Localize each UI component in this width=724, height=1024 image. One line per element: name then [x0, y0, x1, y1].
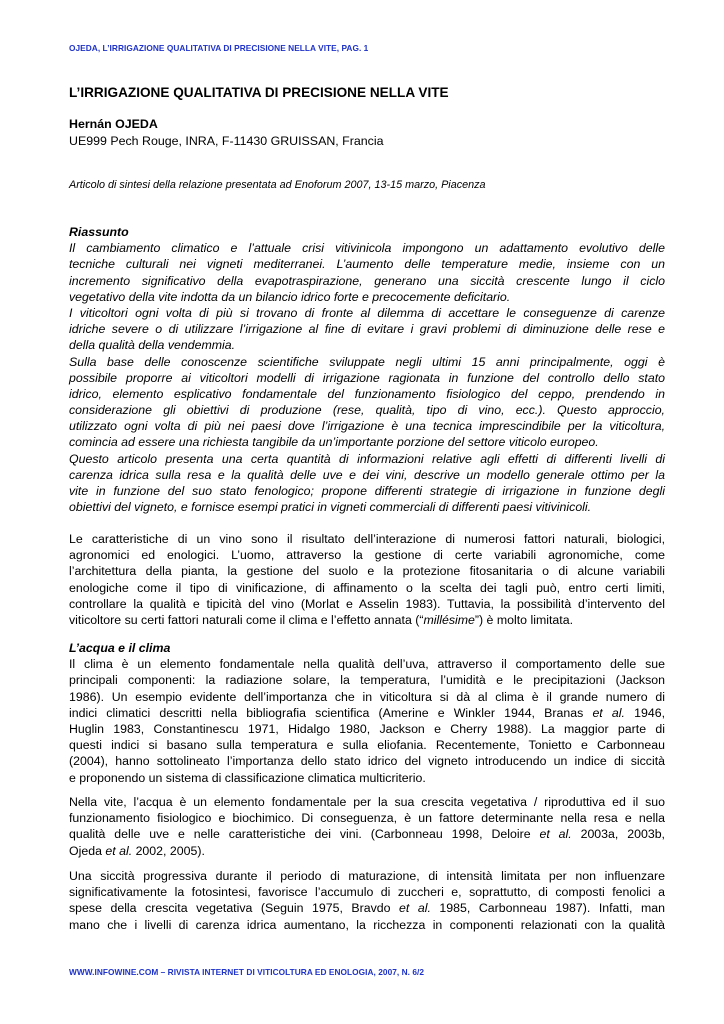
- abstract-line: incremento significativo della evapotraspirazione, generano una siccità crescente lungo il ciclo: [69, 273, 665, 288]
- abstract-line: vite in funzione del suo stato fenologico; propone differenti strategie di irrigazione in funzione degli: [69, 484, 665, 498]
- body-line: qualità delle uve e nelle caratteristiche dei vini. (Carbonneau 1998, Deloire et al. 2003a, 2003b,: [69, 827, 665, 842]
- abstract-line: tecniche culturali nei vigneti mediterranei. L’aumento delle temperature medie, insieme con un: [69, 257, 665, 272]
- abstract-line: Sulla base delle conoscenze scientifiche sviluppate negli ultimi 15 anni principalmente, oggi è: [69, 354, 665, 369]
- body-line: indici climatici descritti nella bibliografia scientifica (Amerine e Winkler 1944, Branas et al. 1946,: [69, 705, 665, 720]
- body-line: agronomici ed enologici. L’uomo, attraverso la gestione di certe variabili agronomiche, come: [69, 548, 665, 563]
- abstract-line: utilizzato ogni volta di più nei paesi dove l’irrigazione è una tecnica imprescindibile per la viticoltura,: [69, 419, 665, 434]
- running-header: OJEDA, L’IRRIGAZIONE QUALITATIVA DI PRECISIONE NELLA VITE, PAG. 1: [69, 43, 369, 53]
- body-line: Nella vite, l’acqua è un elemento fondamentale per la sua crescita vegetativa / riproduttiva ed il suo: [69, 795, 665, 809]
- body-line: enologiche come il tipo di vinificazione, di affinamento o la scelta dei tagli può, entro certi limiti,: [69, 580, 665, 595]
- section-water-climate: [69, 640, 665, 786]
- author-affiliation: UE999 Pech Rouge, INRA, F-11430 GRUISSAN, Francia: [69, 134, 384, 148]
- body-line: Una siccità progressiva durante il periodo di maturazione, di intensità limitata per non influenzare: [69, 869, 665, 883]
- abstract-line: idriche severe o di utilizzare l’irrigazione al fine di evitare i gravi problemi di diminuzione delle rese e: [69, 322, 665, 337]
- abstract-line: vegetativo della vite indotta da un bilancio idrico forte e precocemente deficitario.: [69, 289, 511, 304]
- abstract-line: I viticoltori ogni volta di più si trovano di fronte al dilemma di accettare le conseguenze di carenze: [69, 305, 665, 320]
- body-line: controllare la qualità e tipicità del vino (Morlat e Asselin 1983). Tuttavia, la possibilità d’intervento del: [69, 596, 665, 611]
- section-heading: L’acqua e il clima: [69, 641, 171, 655]
- running-footer: WWW.INFOWINE.COM – RIVISTA INTERNET DI VITICOLTURA ED ENOLOGIA, 2007, N. 6/2: [69, 967, 425, 977]
- body-line: principali componenti: la radiazione solare, la temperatura, l’umidità e le precipitazioni (Jackson: [69, 673, 665, 688]
- abstract-line: possibile proporre ai viticoltori modelli di irrigazione ragionata in funzione del controllo dello stato: [69, 370, 665, 385]
- paragraph-drought: [69, 868, 665, 933]
- author-name: Hernán OJEDA: [69, 117, 158, 131]
- body-line: questi indici si basano sulla temperatura e sulla eliofania. Recentemente, Tonietto e Carbonneau: [69, 738, 665, 753]
- body-line: Ojeda et al. 2002, 2005).: [69, 843, 205, 858]
- body-line: spese della crescita vegetativa (Seguin 1975, Bravdo et al. 1985, Carbonneau 1987). Infatti, man: [69, 901, 665, 916]
- abstract-section: [69, 224, 665, 515]
- abstract-line: idrico, elemento esplicativo fondamentale del funzionamento fisiologico del ceppo, prendendo in: [69, 386, 665, 401]
- abstract-line: carenza idrica sulla resa e la qualità delle uve e dei vini, descrive un modello generale ottimo per la: [69, 467, 665, 482]
- abstract-line: obiettivi del vigneto, e fornisce esempi pratici in vigneti commerciali di differenti paesi vitivinicoli.: [69, 500, 592, 515]
- body-line: e proponendo un sistema di classificazione climatica multicriterio.: [69, 770, 426, 785]
- body-line: significativamente la fotosintesi, favorisce l’accumulo di zuccheri e, soprattutto, di composti fenolici a: [69, 885, 665, 900]
- abstract-line: Il cambiamento climatico e l’attuale crisi vitivinicola impongono un adattamento evolutivo delle: [69, 241, 665, 256]
- body-line: Il clima è un elemento fondamentale nella qualità dell’uva, attraverso il comportamento delle sue: [69, 657, 665, 672]
- body-line: Huglin 1983, Constantinescu 1971, Hidalgo 1980, Jackson e Cherry 1988). La maggior parte di: [69, 721, 665, 736]
- body-line: l’architettura della pianta, la gestione del suolo e la protezione fitosanitaria o di alcune variabili: [69, 564, 665, 579]
- intro-paragraph: [69, 531, 665, 628]
- body-line: 1986). Un esempio evidente dell’importanza che in viticoltura si dà al clima è il grande numero di: [69, 689, 665, 704]
- abstract-heading: Riassunto: [69, 225, 129, 239]
- paragraph-water-vine: [69, 794, 665, 859]
- abstract-line: comincia ad essere una richiesta tangibile da un’importante porzione del settore viticolo europeo.: [69, 435, 599, 450]
- abstract-line: considerazione gli obiettivi di produzione (rese, qualità, tipo di vino, ecc.). Questo approccio,: [69, 403, 665, 418]
- article-title: L’IRRIGAZIONE QUALITATIVA DI PRECISIONE NELLA VITE: [69, 85, 449, 100]
- abstract-line: della qualità della vendemmia.: [69, 338, 236, 353]
- body-line: (2004), hanno sottolineato l’importanza dello stato idrico del vigneto introducendo un indice di siccità: [69, 754, 665, 769]
- abstract-line: Questo articolo presenta una certa quantità di informazioni relative agli effetti di differenti livelli di: [69, 451, 665, 466]
- body-line: funzionamento fisiologico e biochimico. Di conseguenza, è un fattore determinante nella resa e nella: [69, 811, 665, 826]
- source-note: Articolo di sintesi della relazione presentata ad Enoforum 2007, 13-15 marzo, Piacenza: [69, 179, 486, 191]
- body-line: mano che i livelli di carenza idrica aumentano, la ricchezza in componenti relazionati con la qualità: [69, 917, 665, 932]
- body-line: viticoltore su certi fattori naturali come il clima e l’effetto annata (“millésime”) è molto limitata.: [69, 612, 573, 627]
- body-line: Le caratteristiche di un vino sono il risultato dell’interazione di numerosi fattori naturali, biologici,: [69, 532, 665, 546]
